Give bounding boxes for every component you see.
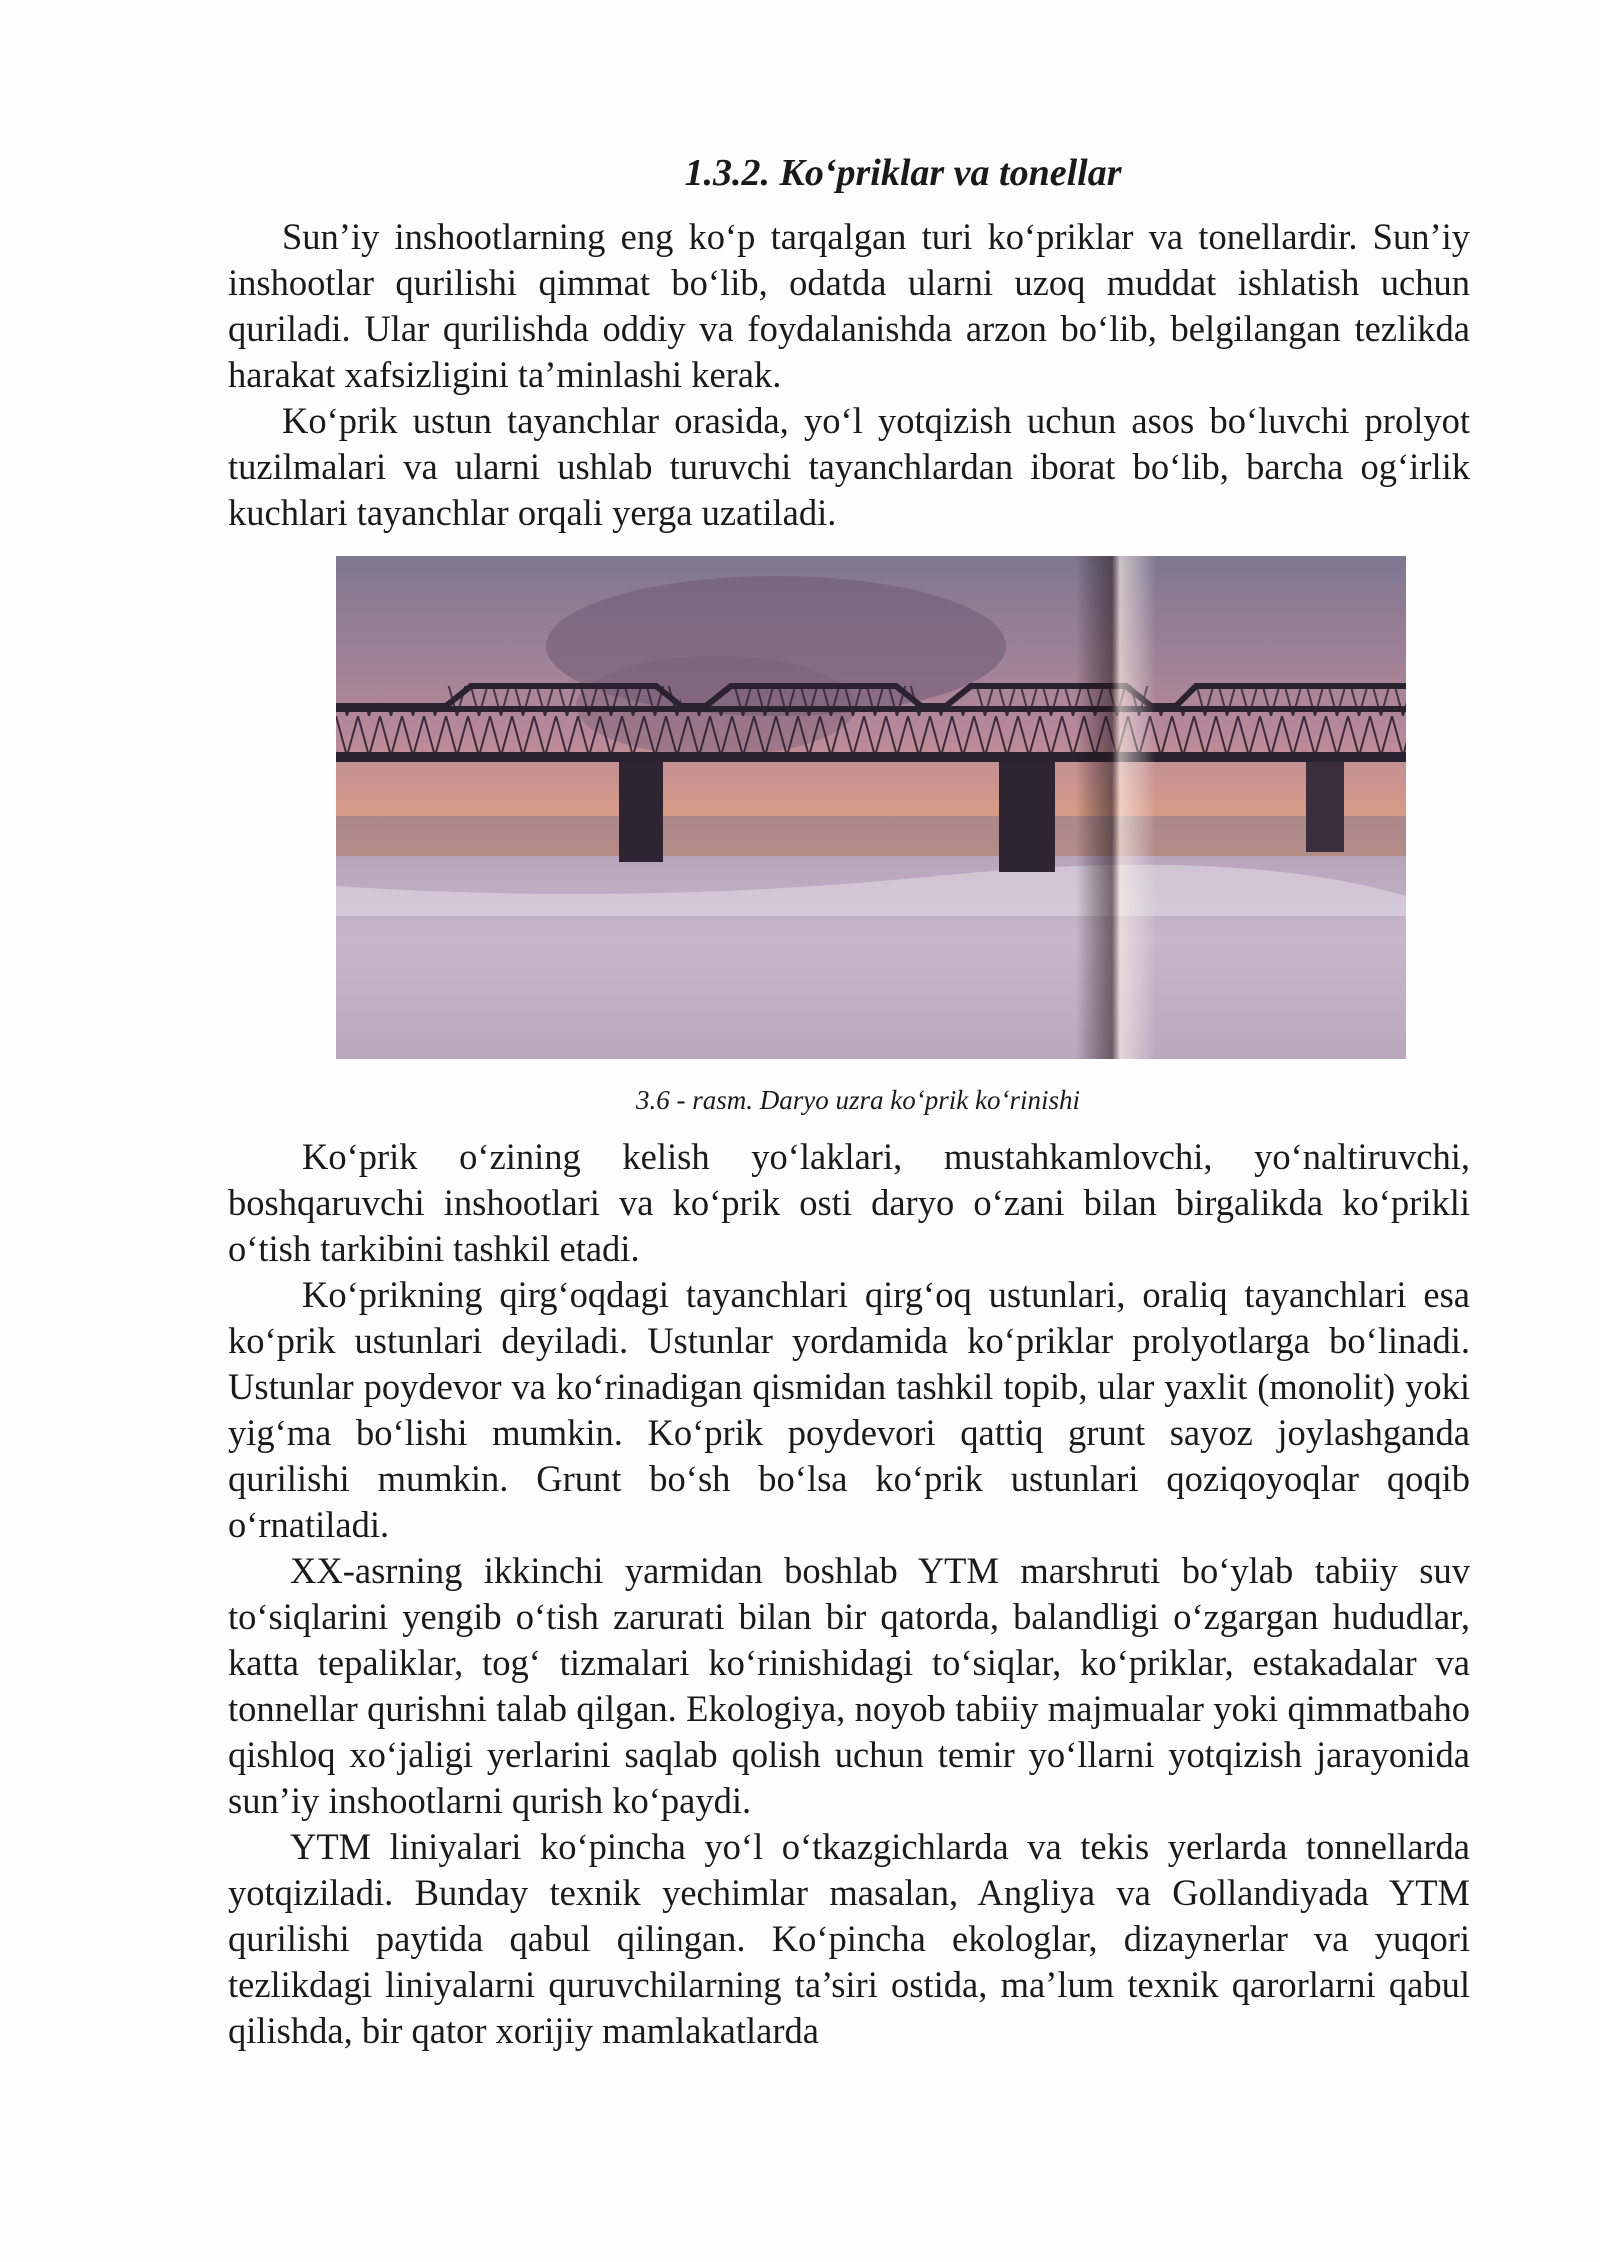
paragraph-3: Ko‘prik o‘zining kelish yo‘laklari, mustahkamlovchi, yo‘naltiruvchi, boshqaruvchi inshootlari va ko‘prik osti daryo o‘zani bilan birgalikda ko‘prikli o‘tish tarkibini tashkil etadi. [228, 1136, 1470, 1269]
paragraph-5: XX-asrning ikkinchi yarmidan boshlab YTM marshruti bo‘ylab tabiiy suv to‘siqlarini yengib o‘tish zarurati bilan bir qatorda, balandligi o‘zgargan hududlar, katta tepaliklar, tog‘ tizmalari ko‘rinishidagi to‘siqlar, ko‘priklar, estakadalar va tonnellar qurishni talab qilgan. Ekologiya, noyob tabiiy majmualar yoki qimmatbaho qishloq xo‘jaligi yerlarini saqlab qolish uchun temir yo‘llarni yotqizish jarayonida sun’iy inshootlarni qurish ko‘paydi. [228, 1550, 1470, 1821]
paragraph-1: Sun’iy inshootlarning eng ko‘p tarqalgan turi ko‘priklar va tonellardir. Sun’iy inshootlar qurilishi qimmat bo‘lib, odatda ularni uzoq muddat ishlatish uchun quriladi. Ular qurilishda oddiy va foydalanishda arzon bo‘lib, belgilangan tezlikda harakat xafsizligini ta’minlashi kerak. [228, 216, 1470, 395]
bridge-photo [336, 556, 1406, 1059]
paragraph-4: Ko‘prikning qirg‘oqdagi tayanchlari qirg‘oq ustunlari, oraliq tayanchlari esa ko‘prik ustunlari deyiladi. Ustunlar yordamida ko‘priklar prolyotlarga bo‘linadi. Ustunlar poydevor va ko‘rinadigan qismidan tashkil topib, ular yaxlit (monolit) yoki yig‘ma bo‘lishi mumkin. Ko‘prik poydevori qattiq grunt sayoz joylashganda qurilishi mumkin. Grunt bo‘sh bo‘lsa ko‘prik ustunlari qoziqoyoqlar qoqib o‘rnatiladi. [228, 1274, 1470, 1545]
paragraph-2: Ko‘prik ustun tayanchlar orasida, yo‘l yotqizish uchun asos bo‘luvchi prolyot tuzilmalari va ularni ushlab turuvchi tayanchlardan iborat bo‘lib, barcha og‘irlik kuchlari tayanchlar orqali yerga uzatiladi. [228, 400, 1470, 533]
paragraph-6: YTM liniyalari ko‘pincha yo‘l o‘tkazgichlarda va tekis yerlarda tonnellarda yotqiziladi. Bunday texnik yechimlar masalan, Angliya va Gollandiyada YTM qurilishi paytida qabul qilingan. Ko‘pincha ekologlar, dizaynerlar va yuqori tezlikdagi liniyalarni quruvchilarning ta’siri ostida, ma’lum texnik qarorlarni qabul qilishda, bir qator xorijiy mamlakatlarda [228, 1826, 1470, 2051]
main-text-block [228, 1134, 1470, 2054]
section-heading: 1.3.2. Ko‘priklar va tonellar [684, 152, 1122, 194]
figure-caption: 3.6 - rasm. Daryo uzra ko‘prik ko‘rinishi [636, 1085, 1080, 1115]
intro-text-block [228, 214, 1470, 536]
bridge-photo-illustration [336, 556, 1406, 1059]
